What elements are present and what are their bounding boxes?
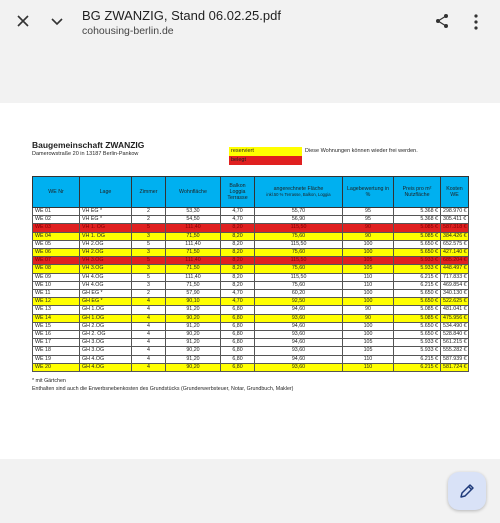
col-kosten: Kosten WE — [441, 177, 469, 208]
table-row — [33, 232, 469, 240]
cell-angerechnete: 92,50 — [255, 298, 343, 306]
footnote-costs: Enthalten sind auch die Erwerbsnebenkosten des Grundstücks (Grunderwerbsteuer, Notar, Grundbuch, Makler) — [32, 386, 294, 392]
cell-angerechnete: 60,20 — [255, 290, 343, 298]
cell-lage: VH 4.OG — [80, 273, 132, 281]
chevron-down-icon[interactable] — [49, 13, 65, 29]
cell-wohnflaeche: 90,10 — [166, 298, 221, 306]
cell-balkon: 6,80 — [221, 306, 255, 314]
document-source: cohousing-berlin.de — [82, 25, 174, 37]
cell-lage: VH 1. OG — [80, 224, 132, 232]
table-row — [33, 257, 469, 265]
cell-kosten: 475.956 € — [441, 314, 469, 322]
cell-balkon: 8,20 — [221, 281, 255, 289]
cell-lage: VH EG * — [80, 208, 132, 216]
cell-angerechnete: 75,60 — [255, 249, 343, 257]
cell-angerechnete: 94,60 — [255, 322, 343, 330]
cell-lage: GH 3.OG — [80, 347, 132, 355]
col-wohnflaeche: Wohnfläche — [166, 177, 221, 208]
cell-lagebewertung: 100 — [343, 290, 394, 298]
footnote-garden: * mit Gärtchen — [32, 378, 66, 384]
table-header-row — [33, 177, 469, 208]
table-row — [33, 363, 469, 371]
cell-kosten: 652.575 € — [441, 240, 469, 248]
cell-we: WE 11 — [33, 290, 80, 298]
table-row — [33, 331, 469, 339]
cell-lagebewertung: 95 — [343, 216, 394, 224]
cell-lagebewertung: 90 — [343, 314, 394, 322]
cell-angerechnete: 115,50 — [255, 273, 343, 281]
table-row — [33, 216, 469, 224]
cell-we: WE 01 — [33, 208, 80, 216]
cell-balkon: 6,80 — [221, 314, 255, 322]
cell-lagebewertung: 105 — [343, 257, 394, 265]
cell-lage: GH 2.OG — [80, 322, 132, 330]
cell-wohnflaeche: 90,20 — [166, 363, 221, 371]
cell-lage: VH 3.OG — [80, 265, 132, 273]
table-body — [33, 208, 469, 372]
cell-angerechnete: 93,60 — [255, 347, 343, 355]
cell-preis: 5.650 € — [394, 249, 441, 257]
col-angerechnete-label: angerechnete Fläche — [273, 186, 324, 192]
cell-preis: 5.085 € — [394, 232, 441, 240]
cell-preis: 5.933 € — [394, 265, 441, 273]
cell-kosten: 427.140 € — [441, 249, 469, 257]
cell-angerechnete: 75,60 — [255, 232, 343, 240]
cell-lagebewertung: 105 — [343, 347, 394, 355]
cell-preis: 5.650 € — [394, 331, 441, 339]
table-row — [33, 355, 469, 363]
cell-balkon: 6,80 — [221, 363, 255, 371]
cell-lagebewertung: 105 — [343, 265, 394, 273]
col-zimmer: Zimmer — [132, 177, 166, 208]
cell-preis: 5.933 € — [394, 339, 441, 347]
cell-zimmer: 2 — [132, 216, 166, 224]
cell-balkon: 4,70 — [221, 208, 255, 216]
cell-wohnflaeche: 90,20 — [166, 347, 221, 355]
table-row — [33, 339, 469, 347]
cell-angerechnete: 75,60 — [255, 265, 343, 273]
more-vert-icon[interactable] — [473, 13, 479, 31]
table-row — [33, 208, 469, 216]
cell-balkon: 8,20 — [221, 224, 255, 232]
col-angerechnete — [255, 177, 343, 208]
cell-wohnflaeche: 111,40 — [166, 240, 221, 248]
cell-wohnflaeche: 54,50 — [166, 216, 221, 224]
cell-we: WE 03 — [33, 224, 80, 232]
cell-lagebewertung: 105 — [343, 339, 394, 347]
cell-balkon: 4,70 — [221, 298, 255, 306]
cell-lage: GH 1.OG — [80, 306, 132, 314]
cell-kosten: 717.833 € — [441, 273, 469, 281]
cell-balkon: 6,80 — [221, 339, 255, 347]
cell-lage: VH 2.OG — [80, 240, 132, 248]
cell-lage: VH 1. OG — [80, 232, 132, 240]
cell-preis: 5.650 € — [394, 290, 441, 298]
cell-lage: GH 2. OG — [80, 331, 132, 339]
cell-wohnflaeche: 90,20 — [166, 331, 221, 339]
cell-we: WE 12 — [33, 298, 80, 306]
cell-we: WE 05 — [33, 240, 80, 248]
cell-kosten: 305.411 € — [441, 216, 469, 224]
legend-reserved: reserviert — [229, 147, 302, 156]
cell-we: WE 16 — [33, 331, 80, 339]
table-row — [33, 265, 469, 273]
cell-wohnflaeche: 71,50 — [166, 249, 221, 257]
app-bar — [0, 0, 500, 46]
cell-we: WE 04 — [33, 232, 80, 240]
cell-preis: 5.933 € — [394, 257, 441, 265]
cell-zimmer: 2 — [132, 290, 166, 298]
cell-zimmer: 4 — [132, 347, 166, 355]
cell-wohnflaeche: 111,40 — [166, 224, 221, 232]
cell-kosten: 581.724 € — [441, 363, 469, 371]
document-title: BG ZWANZIG, Stand 06.02.25.pdf — [82, 8, 281, 23]
cell-angerechnete: 94,60 — [255, 339, 343, 347]
cell-wohnflaeche: 53,30 — [166, 208, 221, 216]
cell-balkon: 8,20 — [221, 273, 255, 281]
cell-preis: 5.650 € — [394, 298, 441, 306]
table-row — [33, 240, 469, 248]
cell-lage: GH EG * — [80, 298, 132, 306]
cell-we: WE 15 — [33, 322, 80, 330]
table-row — [33, 322, 469, 330]
share-icon[interactable] — [434, 13, 450, 29]
cell-zimmer: 4 — [132, 306, 166, 314]
cell-wohnflaeche: 91,20 — [166, 355, 221, 363]
col-balkon: Balkon Loggia Terrasse — [221, 177, 255, 208]
cell-lagebewertung: 110 — [343, 273, 394, 281]
cell-angerechnete: 94,60 — [255, 355, 343, 363]
col-angerechnete-note: inkl.50 % Terrasse, Balkon, Loggia — [266, 192, 331, 197]
col-lagebewertung: Lagebewertung in % — [343, 177, 394, 208]
cell-zimmer: 4 — [132, 298, 166, 306]
cell-wohnflaeche: 91,20 — [166, 306, 221, 314]
cell-preis: 5.085 € — [394, 314, 441, 322]
cell-lagebewertung: 110 — [343, 355, 394, 363]
cell-balkon: 8,20 — [221, 257, 255, 265]
cell-zimmer: 2 — [132, 208, 166, 216]
cell-balkon: 6,80 — [221, 355, 255, 363]
cell-kosten: 469.854 € — [441, 281, 469, 289]
cell-lage: GH 1.OG — [80, 314, 132, 322]
cell-preis: 6.215 € — [394, 363, 441, 371]
cell-balkon: 4,70 — [221, 216, 255, 224]
cell-zimmer: 4 — [132, 322, 166, 330]
cell-wohnflaeche: 91,20 — [166, 322, 221, 330]
cell-lagebewertung: 90 — [343, 224, 394, 232]
cell-zimmer: 5 — [132, 240, 166, 248]
cell-preis: 5.085 € — [394, 224, 441, 232]
cell-zimmer: 5 — [132, 224, 166, 232]
cell-angerechnete: 93,60 — [255, 363, 343, 371]
close-icon[interactable] — [15, 13, 31, 29]
cell-kosten: 534.490 € — [441, 322, 469, 330]
cell-lage: VH 3.OG — [80, 257, 132, 265]
cell-wohnflaeche: 90,20 — [166, 314, 221, 322]
pdf-page — [0, 103, 500, 459]
cell-kosten: 587.318 € — [441, 224, 469, 232]
cell-lagebewertung: 100 — [343, 249, 394, 257]
cell-lage: GH 4.OG — [80, 355, 132, 363]
cell-zimmer: 3 — [132, 281, 166, 289]
col-we-nr: WE Nr — [33, 177, 80, 208]
table-row — [33, 306, 469, 314]
cell-we: WE 02 — [33, 216, 80, 224]
cell-balkon: 6,80 — [221, 347, 255, 355]
table-row — [33, 298, 469, 306]
table-row — [33, 273, 469, 281]
cell-angerechnete: 75,60 — [255, 281, 343, 289]
edit-pencil-icon — [459, 483, 475, 499]
cell-we: WE 13 — [33, 306, 80, 314]
cell-lagebewertung: 110 — [343, 281, 394, 289]
cell-lage: GH 4.OG — [80, 363, 132, 371]
cell-zimmer: 4 — [132, 355, 166, 363]
cell-preis: 5.368 € — [394, 216, 441, 224]
cell-wohnflaeche: 71,50 — [166, 265, 221, 273]
cell-lagebewertung: 100 — [343, 240, 394, 248]
cell-lage: VH 4.OG — [80, 281, 132, 289]
cell-we: WE 10 — [33, 281, 80, 289]
cell-wohnflaeche: 91,20 — [166, 339, 221, 347]
cell-zimmer: 3 — [132, 232, 166, 240]
apartment-table — [32, 176, 469, 372]
cell-lagebewertung: 90 — [343, 306, 394, 314]
cell-angerechnete: 93,60 — [255, 331, 343, 339]
edit-button[interactable] — [448, 472, 486, 510]
cell-angerechnete: 115,50 — [255, 257, 343, 265]
cell-preis: 5.650 € — [394, 240, 441, 248]
table-row — [33, 314, 469, 322]
cell-kosten: 522.625 € — [441, 298, 469, 306]
cell-kosten: 685.204 € — [441, 257, 469, 265]
cell-we: WE 07 — [33, 257, 80, 265]
cell-angerechnete: 93,60 — [255, 314, 343, 322]
cell-wohnflaeche: 71,50 — [166, 281, 221, 289]
cell-zimmer: 3 — [132, 249, 166, 257]
cell-lagebewertung: 100 — [343, 298, 394, 306]
cell-kosten: 555.282 € — [441, 347, 469, 355]
cell-preis: 5.085 € — [394, 306, 441, 314]
cell-balkon: 4,70 — [221, 290, 255, 298]
doc-address: Damerowstraße 20 in 13187 Berlin-Pankow — [32, 151, 139, 157]
cell-angerechnete: 115,50 — [255, 224, 343, 232]
cell-lagebewertung: 100 — [343, 331, 394, 339]
cell-balkon: 8,20 — [221, 249, 255, 257]
cell-we: WE 08 — [33, 265, 80, 273]
cell-kosten: 384.426 € — [441, 232, 469, 240]
cell-balkon: 6,80 — [221, 331, 255, 339]
cell-kosten: 448.497 € — [441, 265, 469, 273]
legend-note: Diese Wohnungen können wieder frei werden. — [305, 148, 418, 154]
cell-angerechnete: 115,50 — [255, 240, 343, 248]
table-row — [33, 224, 469, 232]
cell-preis: 5.933 € — [394, 347, 441, 355]
cell-lage: GH 3.OG — [80, 339, 132, 347]
cell-kosten: 561.215 € — [441, 339, 469, 347]
cell-wohnflaeche: 71,50 — [166, 232, 221, 240]
cell-kosten: 481.041 € — [441, 306, 469, 314]
cell-balkon: 8,20 — [221, 232, 255, 240]
cell-wohnflaeche: 111,40 — [166, 273, 221, 281]
cell-kosten: 528.840 € — [441, 331, 469, 339]
cell-angerechnete: 56,90 — [255, 216, 343, 224]
cell-kosten: 340.130 € — [441, 290, 469, 298]
cell-zimmer: 3 — [132, 265, 166, 273]
cell-we: WE 09 — [33, 273, 80, 281]
cell-lagebewertung: 90 — [343, 232, 394, 240]
cell-wohnflaeche: 57,90 — [166, 290, 221, 298]
cell-we: WE 18 — [33, 347, 80, 355]
col-lage: Lage — [80, 177, 132, 208]
cell-lage: GH EG * — [80, 290, 132, 298]
cell-lage: VH EG * — [80, 216, 132, 224]
table-row — [33, 347, 469, 355]
legend-occupied: belegt — [229, 156, 302, 165]
cell-angerechnete: 94,60 — [255, 306, 343, 314]
doc-heading: Baugemeinschaft ZWANZIG — [32, 140, 145, 150]
cell-preis: 5.368 € — [394, 208, 441, 216]
cell-angerechnete: 55,70 — [255, 208, 343, 216]
cell-zimmer: 4 — [132, 314, 166, 322]
cell-preis: 6.215 € — [394, 281, 441, 289]
cell-zimmer: 4 — [132, 339, 166, 347]
cell-zimmer: 5 — [132, 257, 166, 265]
table-row — [33, 281, 469, 289]
cell-preis: 5.650 € — [394, 322, 441, 330]
cell-lagebewertung: 95 — [343, 208, 394, 216]
table-row — [33, 290, 469, 298]
cell-lagebewertung: 110 — [343, 363, 394, 371]
cell-zimmer: 5 — [132, 273, 166, 281]
col-preis: Preis pro m² Nutzfläche — [394, 177, 441, 208]
cell-we: WE 20 — [33, 363, 80, 371]
cell-we: WE 14 — [33, 314, 80, 322]
table-row — [33, 249, 469, 257]
cell-lagebewertung: 100 — [343, 322, 394, 330]
cell-balkon: 8,20 — [221, 240, 255, 248]
cell-preis: 6.215 € — [394, 355, 441, 363]
cell-wohnflaeche: 111,40 — [166, 257, 221, 265]
cell-kosten: 298.970 € — [441, 208, 469, 216]
cell-we: WE 06 — [33, 249, 80, 257]
cell-kosten: 587.939 € — [441, 355, 469, 363]
cell-lage: VH 2.OG — [80, 249, 132, 257]
cell-we: WE 17 — [33, 339, 80, 347]
cell-balkon: 6,80 — [221, 322, 255, 330]
cell-zimmer: 4 — [132, 331, 166, 339]
cell-balkon: 8,20 — [221, 265, 255, 273]
cell-preis: 6.215 € — [394, 273, 441, 281]
cell-zimmer: 4 — [132, 363, 166, 371]
cell-we: WE 19 — [33, 355, 80, 363]
